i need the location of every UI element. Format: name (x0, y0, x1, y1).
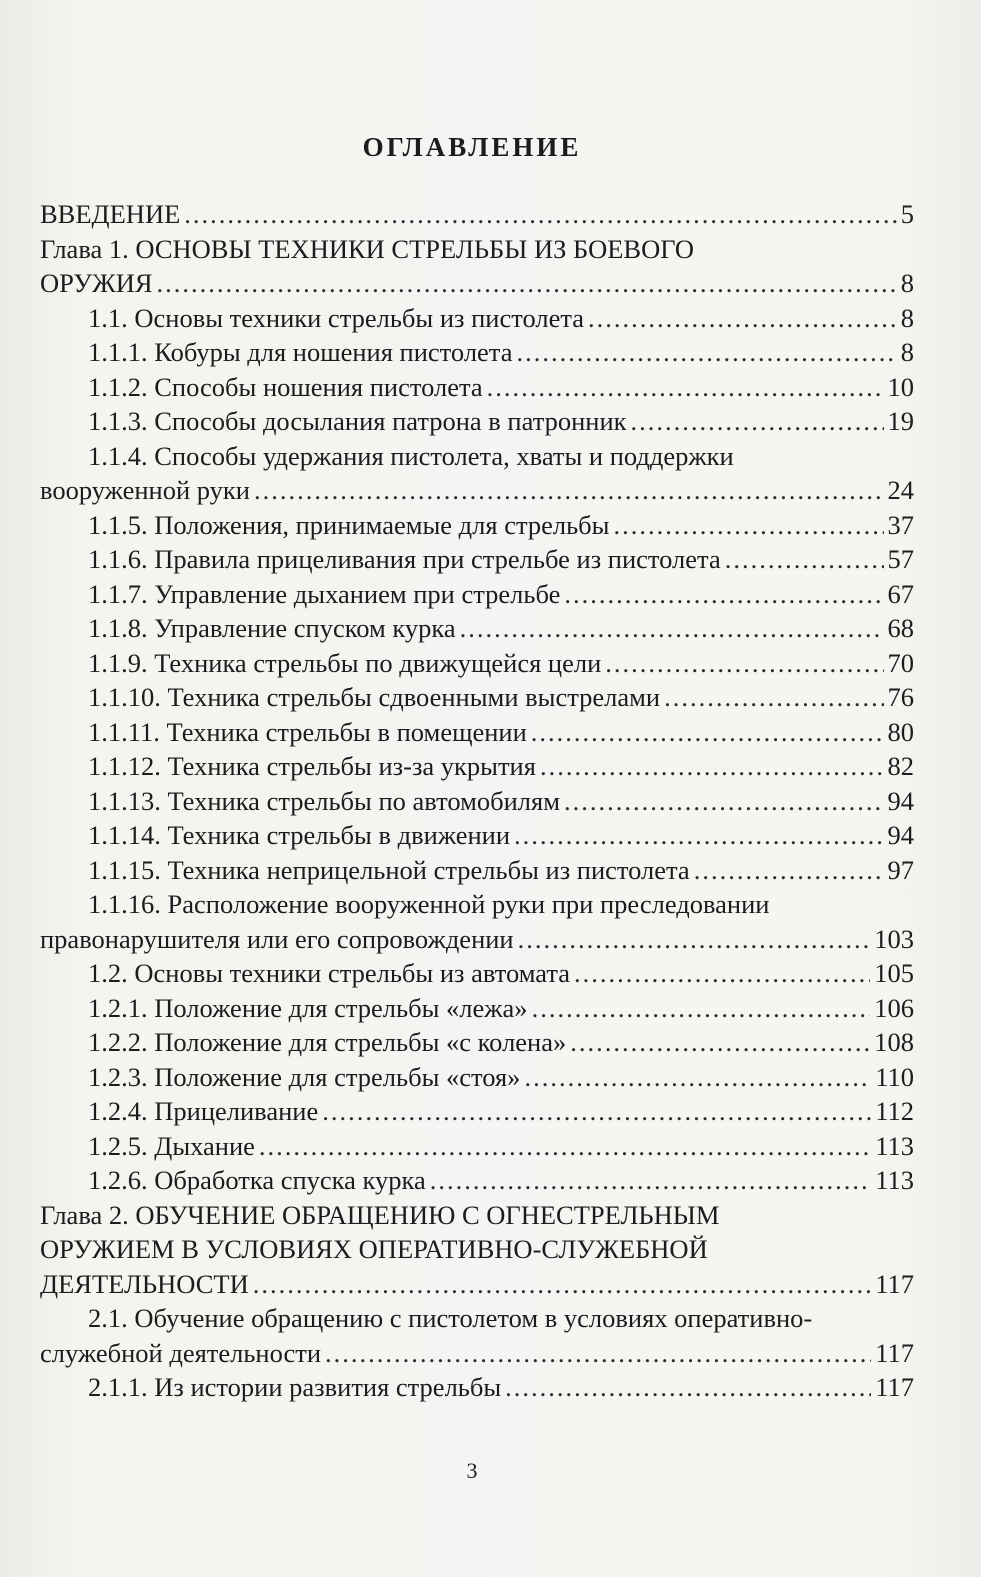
toc-entry: служебной деятельности ..... 117 (40, 1336, 914, 1371)
toc-entry-heading: ОРУЖИЕМ В УСЛОВИЯХ ОПЕРАТИВНО-СЛУЖЕБНОЙ (40, 1234, 708, 1264)
toc-entry-heading: 2.1. Обучение обращению с пистолетом в условиях оперативно- (88, 1303, 813, 1333)
toc-entry-heading: Глава 1. ОСНОВЫ ТЕХНИКИ СТРЕЛЬБЫ ИЗ БОЕВОГО (40, 233, 694, 264)
toc-entry: ДЕЯТЕЛЬНОСТИ ..... 117 (40, 1267, 914, 1302)
toc-entry: 1.1.1. Кобуры для ношения пистолета ..... 8 (40, 335, 914, 370)
toc-entry: 1.1.13. Техника стрельбы по автомобилям ..... 94 (40, 784, 914, 819)
toc-entry: 1.1.8. Управление спуском курка ..... 68 (40, 611, 914, 646)
toc-entry: 1.2.6. Обработка спуска курка ..... 113 (40, 1163, 914, 1198)
toc-entry: вооруженной руки ..... 24 (40, 473, 914, 508)
toc-entry: 1.1.7. Управление дыханием при стрельбе ..... 67 (40, 577, 914, 612)
toc-entry: 1.1. Основы техники стрельбы из пистолета ..... 8 (40, 301, 914, 336)
toc-entry-heading: Глава 2. ОБУЧЕНИЕ ОБРАЩЕНИЮ С ОГНЕСТРЕЛЬНЫМ (40, 1199, 720, 1230)
toc-entry: 1.1.14. Техника стрельбы в движении ..... 94 (40, 818, 914, 853)
toc-entry: 1.2. Основы техники стрельбы из автомата ..... 105 (40, 956, 914, 991)
toc-entry: 1.1.9. Техника стрельбы по движущейся цели ..... 70 (40, 646, 914, 681)
toc-entry: 1.2.2. Положение для стрельбы «с колена» ..... 108 (40, 1025, 914, 1060)
toc-entry: 2.1.1. Из истории развития стрельбы ..... 117 (40, 1370, 914, 1405)
toc-entry: 1.1.15. Техника неприцельной стрельбы из пистолета ..... 97 (40, 853, 914, 888)
page-number: 3 (466, 1458, 478, 1483)
toc-entry: 1.1.6. Правила прицеливания при стрельбе из пистолета ..... 57 (40, 542, 914, 577)
toc-entry: 1.2.3. Положение для стрельбы «стоя» ..... 110 (40, 1060, 914, 1095)
toc-entry: 1.2.1. Положение для стрельбы «лежа» ..... 106 (40, 991, 914, 1026)
toc-entry: ВВЕДЕНИЕ ..... 5 (40, 197, 914, 232)
toc-entry: 1.1.10. Техника стрельбы сдвоенными выстрелами ..... 76 (40, 680, 914, 715)
toc-entry: правонарушителя или его сопровождении ..... 103 (40, 922, 914, 957)
page-title: ОГЛАВЛЕНИЕ (362, 132, 582, 162)
toc-entry: ОРУЖИЯ ..... 8 (40, 266, 914, 301)
toc-entry: 1.1.12. Техника стрельбы из-за укрытия ..... 82 (40, 749, 914, 784)
table-of-contents (40, 197, 914, 1405)
toc-entry: 1.1.11. Техника стрельбы в помещении ..... 80 (40, 715, 914, 750)
toc-entry: 1.2.4. Прицеливание ..... 112 (40, 1094, 914, 1129)
toc-entry-heading: 1.1.16. Расположение вооруженной руки при преследовании (88, 889, 770, 919)
toc-entry-heading: 1.1.4. Способы удержания пистолета, хваты и поддержки (88, 440, 734, 471)
toc-entry: 1.2.5. Дыхание ..... 113 (40, 1129, 914, 1164)
toc-entry: 1.1.5. Положения, принимаемые для стрельбы ..... 37 (40, 508, 914, 543)
toc-entry: 1.1.3. Способы досылания патрона в патронник ..... 19 (40, 404, 914, 439)
toc-entry: 1.1.2. Способы ношения пистолета ..... 10 (40, 370, 914, 405)
